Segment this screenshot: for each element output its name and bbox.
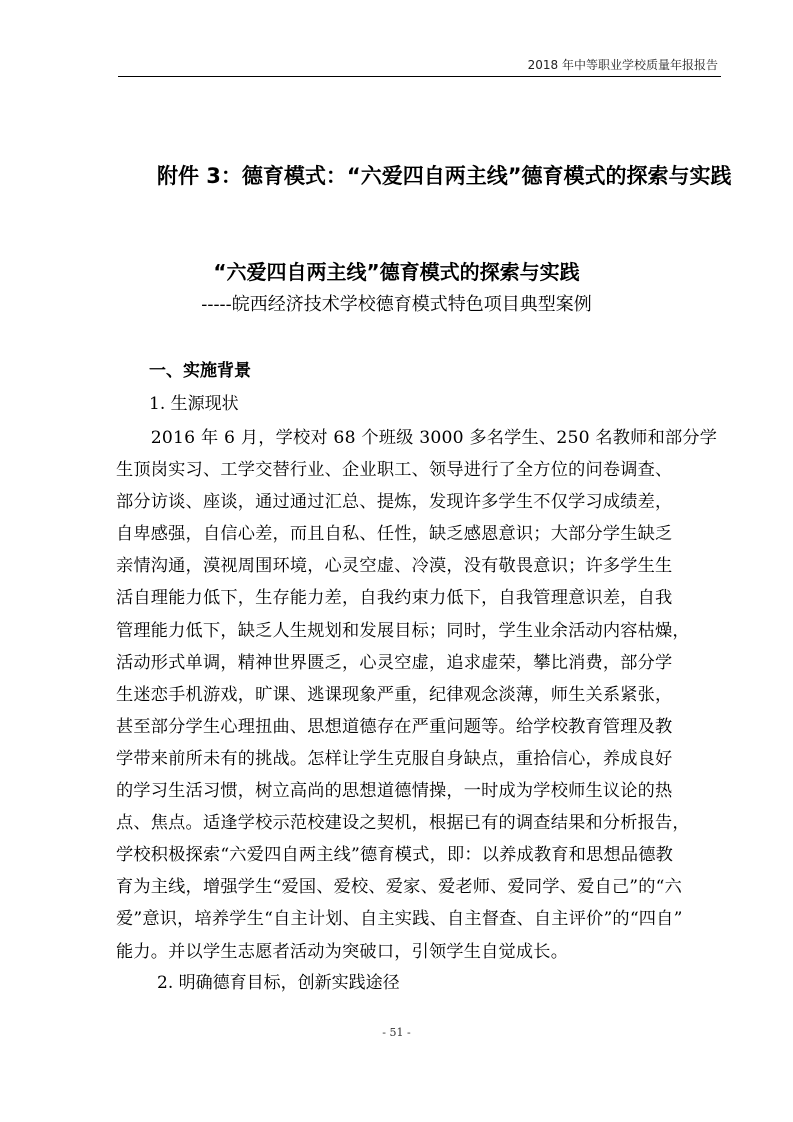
paragraph-line: 爱”意识，培养学生“自主计划、自主实践、自主督查、自主评价”的“四自” bbox=[116, 909, 683, 930]
paragraph-line: 育为主线，增强学生“爱国、爱校、爱家、爱老师、爱同学、爱自己”的“六 bbox=[116, 877, 682, 898]
paragraph-line: 能力。并以学生志愿者活动为突破口，引领学生自觉成长。 bbox=[116, 941, 569, 962]
paragraph-line: 生迷恋手机游戏，旷课、逃课现象严重，纪律观念淡薄，师生关系紧张， bbox=[116, 684, 673, 705]
paragraph-line: 学带来前所未有的挑战。怎样让学生克服自身缺点，重拾信心，养成良好 bbox=[116, 748, 673, 769]
body-paragraph bbox=[116, 422, 718, 968]
paragraph-line: 甚至部分学生心理扭曲、思想道德存在严重问题等。给学校教育管理及教 bbox=[116, 716, 673, 737]
paragraph-line: 自卑感强，自信心差，而且自私、任性，缺乏感恩意识；大部分学生缺乏 bbox=[116, 524, 673, 545]
paragraph-line: 亲情沟通，漠视周围环境，心灵空虚、冷漠，没有敬畏意识；许多学生生 bbox=[116, 556, 673, 577]
page-number: - 51 - bbox=[382, 1026, 411, 1039]
paragraph-line: 学校积极探索“六爱四自两主线”德育模式，即：以养成教育和思想品德教 bbox=[116, 845, 673, 866]
paragraph-line: 点、焦点。适逢学校示范校建设之契机，根据已有的调查结果和分析报告， bbox=[116, 813, 690, 834]
paragraph-line: 的学习生活习惯，树立高尚的思想道德情操，一时成为学校师生议论的热 bbox=[116, 781, 673, 802]
subsection-heading: 1. 生源现状 bbox=[149, 394, 239, 414]
paragraph-line: 活自理能力低下，生存能力差，自我约束力低下，自我管理意识差，自我 bbox=[116, 588, 673, 609]
section-heading: 一、实施背景 bbox=[149, 361, 251, 381]
header-rule bbox=[118, 76, 721, 77]
paragraph-line: 部分访谈、座谈，通过通过汇总、提炼，发现许多学生不仅学习成绩差， bbox=[116, 492, 673, 513]
case-subtitle: -----皖西经济技术学校德育模式特色项目典型案例 bbox=[201, 294, 592, 315]
paragraph-line: 活动形式单调，精神世界匮乏，心灵空虚，追求虚荣，攀比消费，部分学 bbox=[116, 652, 673, 673]
case-title: “六爱四自两主线”德育模式的探索与实践 bbox=[213, 260, 580, 284]
paragraph-line: 生顶岗实习、工学交替行业、企业职工、领导进行了全方位的问卷调查、 bbox=[116, 460, 673, 481]
attachment-title: 附件 3：德育模式：“六爱四自两主线”德育模式的探索与实践 bbox=[157, 164, 732, 188]
paragraph-line: 2016 年 6 月，学校对 68 个班级 3000 多名学生、250 名教师和部分学 bbox=[116, 428, 718, 448]
running-header: 2018 年中等职业学校质量年报报告 bbox=[527, 58, 718, 72]
paragraph-line: 管理能力低下，缺乏人生规划和发展目标；同时，学生业余活动内容枯燥， bbox=[116, 620, 690, 641]
subsection-heading: 2. 明确德育目标，创新实践途径 bbox=[157, 973, 400, 993]
